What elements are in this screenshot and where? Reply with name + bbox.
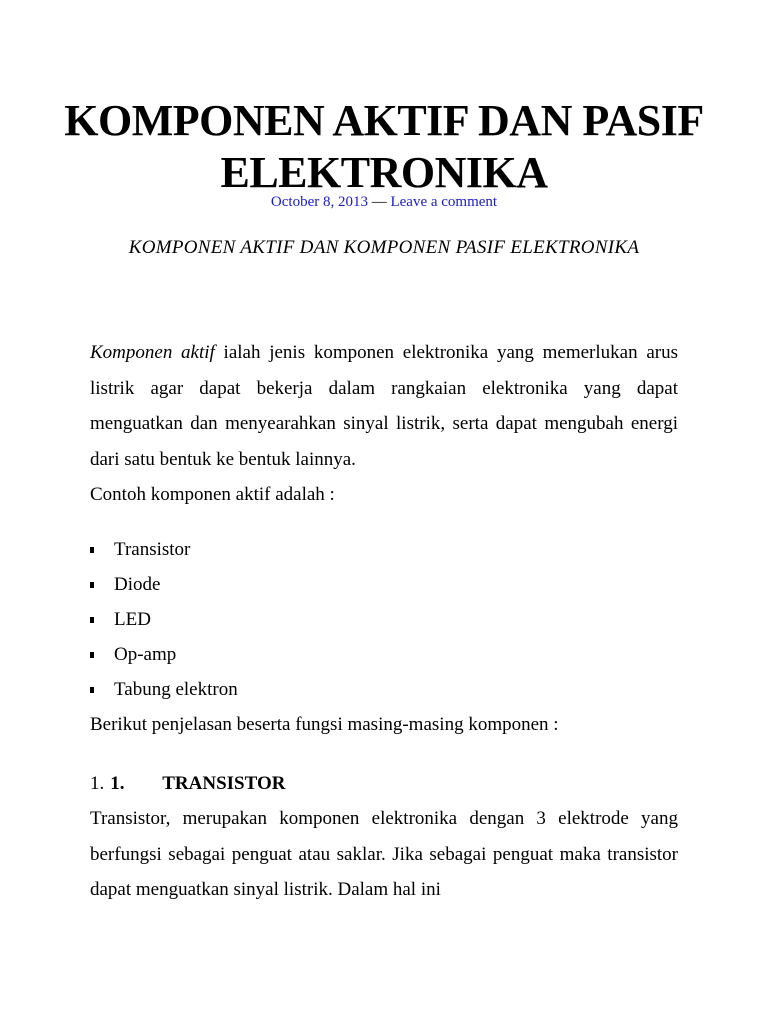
examples-intro: Contoh komponen aktif adalah : [90,484,335,505]
section-heading-text: TRANSISTOR [162,773,286,794]
bullet-icon [90,652,94,658]
intro-term: Komponen aktif [90,342,215,363]
section-paragraph: Transistor, merupakan komponen elektronika dengan 3 elektrode yang berfungsi sebagai penguat atau saklar. Jika sebagai penguat maka transistor dapat menguatkan sinyal listrik. Dalam hal ini [90,808,678,900]
post-meta [90,192,678,212]
explanation-intro: Berikut penjelasan beserta fungsi masing-masing komponen : [90,714,559,735]
list-item [90,532,238,567]
bullet-icon [90,617,94,623]
list-item-label: Op-amp [114,644,177,665]
meta-separator: — [371,194,387,210]
list-item [90,602,238,637]
intro-paragraph [90,335,678,477]
list-item [90,567,238,602]
list-item-label: Diode [114,574,161,595]
subtitle: KOMPONEN AKTIF DAN KOMPONEN PASIF ELEKTRONIKA [128,237,640,258]
bullet-icon [90,687,94,693]
bullet-icon [90,547,94,553]
list-item-label: Transistor [114,539,191,560]
intro-text: ialah jenis komponen elektronika yang memerlukan arus listrik agar dapat bekerja dalam rangkaian elektronika yang dapat menguatkan dan menyearahkan sinyal listrik, serta dapat mengubah energi dari satu bentuk ke bentuk lainnya. [90,342,678,470]
list-item-label: LED [114,609,151,630]
examples-list [90,532,238,707]
page-title: KOMPONEN AKTIF DAN PASIF ELEKTRONIKA [64,96,704,197]
section-heading [90,766,285,801]
list-item [90,672,238,707]
bullet-icon [90,582,94,588]
section-number: 1. [90,773,105,794]
list-item [90,637,238,672]
leave-comment-link[interactable]: Leave a comment [390,194,498,210]
list-item-label: Tabung elektron [114,679,238,700]
section-number-bold: 1. [110,773,125,794]
post-date-link[interactable]: October 8, 2013 [270,194,368,210]
